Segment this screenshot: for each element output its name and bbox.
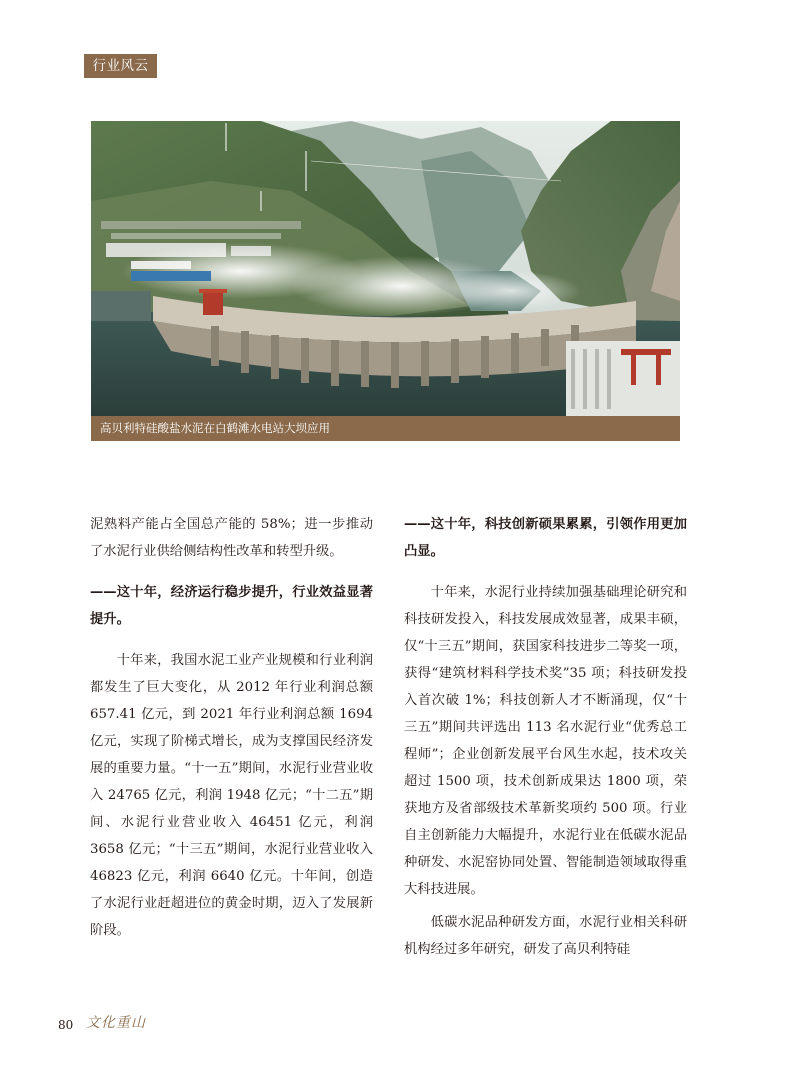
right-subheading-1: ——这十年，科技创新硕果累累，引领作用更加凸显。: [404, 517, 687, 559]
left-subheading-1: ——这十年，经济运行稳步提升，行业效益显著提升。: [90, 585, 373, 627]
right-paragraph-1: 十年来，水泥行业持续加强基础理论研究和科技研发投入，科技发展成效显著，成果丰硕，仅“十三五”期间，获国家科技进步二等奖一项，获得“建筑材料科学技术奖”35 项；科技研发投入首次破 1%；科技创新人才不断涌现，仅“十三五”期间共评选出 113 名水泥行业“优秀总工程师”；企业创新发展平台风生水起，技术攻关超过 1500 项，技术创新成果达 1800 项，荣获地方及省部级技术革新奖项约 500 项。行业自主创新能力大幅提升，水泥行业在低碳水泥品种研发、水泥窑协同处置、智能制造领域取得重大科技进展。: [404, 585, 687, 897]
page-number: 80: [58, 1018, 74, 1032]
left-column: [90, 511, 373, 944]
dam-photo-illustration: [91, 121, 680, 416]
photo-caption: 高贝利特硅酸盐水泥在白鹤滩水电站大坝应用: [91, 416, 680, 441]
left-paragraph-2: 十年来，我国水泥工业产业规模和行业利润都发生了巨大变化，从 2012 年行业利润总额 657.41 亿元，到 2021 年行业利润总额 1694 亿元，实现了阶梯式增长，成为支撑国民经济发展的重要力量。“十一五”期间，水泥行业营业收入 24765 亿元，利润 1948 亿元；“十二五”期间、水泥行业营业收入 46451 亿元，利润 3658 亿元；“十三五”期间，水泥行业营业收入 46823 亿元，利润 6640 亿元。十年间，创造了水泥行业赶超进位的黄金时期，迈入了发展新阶段。: [90, 653, 373, 938]
brand-logo: 文化重山: [86, 1015, 146, 1031]
dam-photo: [91, 121, 680, 416]
right-paragraph-2: 低碳水泥品种研发方面，水泥行业相关科研机构经过多年研究，研发了高贝利特硅: [404, 915, 687, 957]
section-tag: 行业风云: [84, 54, 157, 78]
left-paragraph-1: 泥熟料产能占全国总产能的 58%；进一步推动了水泥行业供给侧结构性改革和转型升级。: [90, 517, 373, 559]
right-column: [404, 511, 687, 963]
